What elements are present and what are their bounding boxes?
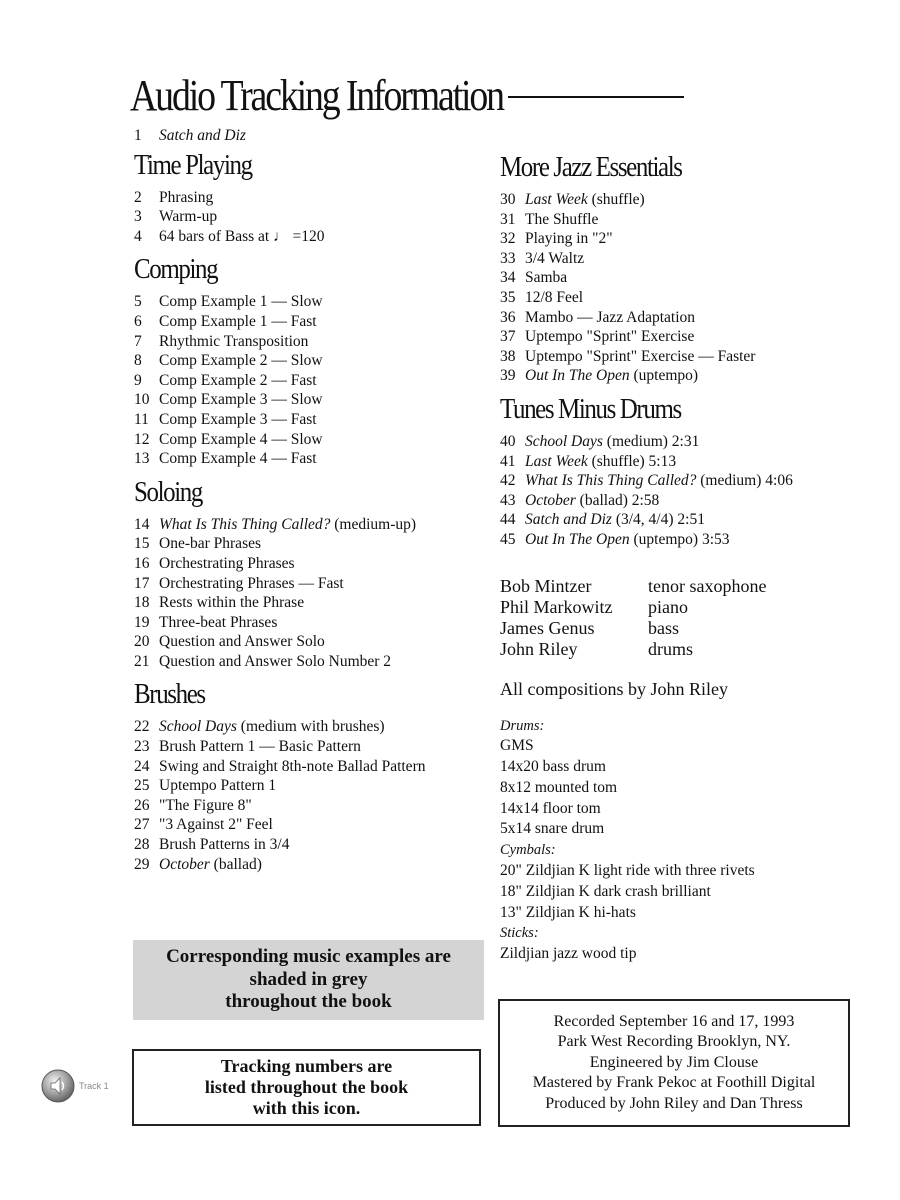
equipment-item: 13" Zildjian K hi-hats (500, 903, 636, 921)
track-title (525, 432, 699, 452)
track-title-main: School Days (159, 718, 237, 736)
page-title: Audio Tracking Information (130, 71, 503, 120)
track-title-main: Rests within the Phrase (159, 594, 305, 612)
track-item (134, 737, 494, 757)
drums-items (500, 736, 870, 840)
track-title-main: Last Week (525, 452, 588, 470)
track-title-extra: (medium) 2:31 (602, 432, 700, 450)
cymbals-label: Cymbals: (500, 842, 556, 859)
compositions-credit: All compositions by John Riley (500, 678, 729, 699)
track-title-extra: (medium with brushes) (236, 718, 385, 736)
track-title (525, 452, 676, 472)
track-title (159, 593, 304, 613)
track-item (134, 613, 494, 633)
track-number: 27 (134, 816, 150, 834)
track-number: 30 (500, 191, 516, 208)
track-item (134, 207, 494, 227)
section-title: Tunes Minus Drums (500, 392, 681, 425)
track-title-main: Comp Example 1 — Fast (159, 312, 317, 330)
intro-track (134, 126, 494, 146)
track-title (525, 249, 584, 269)
track-title (159, 776, 276, 796)
cymbals-items (500, 861, 870, 923)
track-title-extra: (ballad) 2:58 (575, 491, 660, 509)
track-item (134, 757, 494, 777)
track-title (159, 737, 361, 757)
personnel-row (500, 618, 870, 639)
musician-instrument: tenor saxophone (648, 575, 767, 596)
sticks-items (500, 944, 870, 965)
track-number: 3 (134, 208, 142, 226)
track-icon-label: Track 1 (79, 1081, 109, 1091)
track-title (159, 554, 295, 574)
track-title-main: Phrasing (159, 188, 214, 206)
track-number: 1 (134, 127, 142, 144)
track-title-main: Playing in "2" (525, 230, 613, 248)
track-item (134, 855, 494, 875)
track-number: 29 (134, 855, 150, 873)
track-number: 4 (134, 227, 142, 245)
track-title-main: Comp Example 2 — Slow (159, 352, 323, 370)
track-title-main: "The Figure 8" (159, 796, 252, 814)
track-title-extra: (medium) 4:06 (696, 472, 793, 490)
personnel-row (500, 597, 870, 618)
track-title-main: Uptempo Pattern 1 (159, 777, 277, 795)
track-item (134, 717, 494, 737)
equipment-item: 5x14 snare drum (500, 820, 605, 838)
track-item (134, 554, 494, 574)
track-title-main: Rhythmic Transposition (159, 332, 309, 350)
track-title-main: What Is This Thing Called? (159, 515, 331, 533)
track-number: 42 (500, 472, 516, 490)
track-title-main: Mambo — Jazz Adaptation (525, 308, 696, 326)
track-title-main: Brush Pattern 1 — Basic Pattern (159, 738, 361, 756)
track-title-main: Swing and Straight 8th-note Ballad Pattern (159, 757, 426, 775)
track-title (159, 652, 391, 672)
credit-line: Produced by John Riley and Dan Thress (545, 1094, 803, 1112)
track-number: 2 (134, 188, 142, 206)
track-title-main: Comp Example 4 — Fast (159, 450, 317, 468)
grey-note-line: throughout the book (225, 991, 392, 1013)
track-number: 19 (134, 613, 150, 631)
track-title (159, 371, 317, 391)
track-title-extra: (medium-up) (330, 515, 417, 533)
track-item (134, 449, 494, 469)
track-number: 24 (134, 757, 150, 775)
track-number: 43 (500, 491, 516, 509)
title-rule (508, 96, 684, 98)
track-number: 26 (134, 796, 150, 814)
track-item (500, 347, 870, 367)
track-title-main: October (159, 855, 210, 873)
track-title-main: Out In The Open (525, 367, 630, 385)
equipment-item: 20" Zildjian K light ride with three rivets (500, 862, 755, 880)
track-title (525, 308, 695, 328)
track-title-main: Brush Patterns in 3/4 (159, 836, 290, 854)
cd-speaker-icon (41, 1069, 75, 1103)
track-item (500, 432, 870, 452)
track-title (159, 390, 323, 410)
track-item (134, 371, 494, 391)
track-number: 16 (134, 554, 150, 572)
equipment-item: 14x20 bass drum (500, 758, 606, 776)
track-item (134, 652, 494, 672)
track-title (159, 188, 213, 208)
track-number: 33 (500, 249, 516, 267)
track-title (159, 430, 323, 450)
track-title (159, 410, 317, 430)
track-title-main: Question and Answer Solo (159, 633, 325, 651)
track-title (159, 227, 324, 247)
section-title: Time Playing (134, 148, 252, 181)
track-title (159, 796, 252, 816)
track-item (134, 312, 494, 332)
track-title-extra: (ballad) (209, 855, 262, 873)
track-item (500, 471, 870, 491)
track-item (134, 796, 494, 816)
track-number: 7 (134, 332, 142, 350)
musician-instrument: drums (648, 638, 693, 659)
track-title-main: Comp Example 2 — Fast (159, 371, 317, 389)
track-number: 36 (500, 308, 516, 326)
track-title-main: Comp Example 4 — Slow (159, 430, 323, 448)
equipment-item: 14x14 floor tom (500, 799, 601, 817)
track-item (134, 632, 494, 652)
title-row (130, 70, 564, 121)
track-title-main: 3/4 Waltz (525, 249, 585, 267)
track-title-main: "3 Against 2" Feel (159, 816, 273, 834)
track-number: 40 (500, 432, 516, 450)
track-title-main: Out In The Open (525, 530, 630, 548)
track-title-main: The Shuffle (525, 210, 599, 228)
track-item (500, 510, 870, 530)
track-item (134, 593, 494, 613)
track-item (500, 190, 870, 210)
track-number: 37 (500, 328, 516, 346)
musician-instrument: piano (648, 596, 688, 617)
track-item (134, 574, 494, 594)
section-title: Brushes (134, 678, 205, 711)
sticks-label: Sticks: (500, 925, 539, 942)
track-title-main: What Is This Thing Called? (525, 472, 697, 490)
track-title: Satch and Diz (159, 127, 246, 144)
track-title (159, 835, 289, 855)
track-title-main: Comp Example 3 — Fast (159, 410, 317, 428)
track-title (525, 510, 705, 530)
track-title-main: Last Week (525, 191, 588, 208)
track-title (159, 534, 261, 554)
track-number: 13 (134, 450, 150, 468)
track-title-main: October (525, 491, 576, 509)
track-title (159, 574, 344, 594)
track-item (500, 491, 870, 511)
track-title (159, 855, 262, 875)
track-number: 10 (134, 391, 150, 409)
track-title (159, 312, 317, 332)
track-title (159, 207, 217, 227)
track-number: 14 (134, 515, 150, 533)
track-title (525, 210, 598, 230)
track-number: 17 (134, 574, 150, 592)
track-title (159, 815, 273, 835)
track-title-main: Uptempo "Sprint" Exercise — Faster (525, 347, 756, 365)
section-title: More Jazz Essentials (500, 151, 682, 183)
track-item (500, 327, 870, 347)
track-title (159, 515, 416, 535)
track-title (525, 268, 567, 288)
equipment-item: 8x12 mounted tom (500, 778, 618, 796)
left-column (134, 126, 494, 874)
track-item (500, 210, 870, 230)
track-title-main: Warm-up (159, 208, 218, 226)
credit-line: Engineered by Jim Clouse (589, 1053, 759, 1071)
track-number: 9 (134, 371, 142, 389)
track-title-extra: (3/4, 4/4) 2:51 (611, 511, 705, 529)
track-item (134, 390, 494, 410)
tracking-note-box (132, 1049, 481, 1126)
drums-label: Drums: (500, 717, 545, 734)
track-item (134, 332, 494, 352)
track-title (159, 351, 323, 371)
credit-line: Park West Recording Brooklyn, NY. (557, 1033, 791, 1051)
track-item (134, 835, 494, 855)
grey-shading-note (133, 940, 484, 1020)
track-number: 12 (134, 430, 150, 448)
track-item (500, 308, 870, 328)
track-title-main: Question and Answer Solo Number 2 (159, 652, 392, 670)
track-item (134, 227, 494, 247)
track-title-main: Three-beat Phrases (159, 613, 278, 631)
track-title-main: Orchestrating Phrases — Fast (159, 574, 344, 592)
track-title-main: Samba (525, 269, 568, 287)
track-number: 28 (134, 836, 150, 854)
track-title-main: One-bar Phrases (159, 535, 262, 553)
track-number: 21 (134, 652, 150, 670)
track-number: 32 (500, 230, 516, 248)
track-title (525, 327, 694, 347)
track-number: 22 (134, 718, 150, 736)
track-item (134, 188, 494, 208)
equipment-list (500, 716, 870, 966)
track-number: 38 (500, 347, 516, 365)
track-title (159, 613, 277, 633)
track-title-main: Uptempo "Sprint" Exercise (525, 328, 695, 346)
personnel-row (500, 576, 870, 597)
left-sections (134, 146, 494, 875)
track-item (134, 351, 494, 371)
track-number: 20 (134, 633, 150, 651)
track-item (134, 776, 494, 796)
track-item (500, 452, 870, 472)
track-item (134, 430, 494, 450)
track-title (525, 288, 583, 308)
track-item (134, 292, 494, 312)
track-title-main: School Days (525, 432, 603, 450)
track-title-extra: (uptempo) (629, 367, 699, 385)
track-item (134, 815, 494, 835)
track-title (525, 471, 793, 491)
track-title-main: Comp Example 3 — Slow (159, 391, 323, 409)
track-title (525, 190, 645, 210)
track-title-main: Comp Example 1 — Slow (159, 293, 323, 311)
track-title-main: Orchestrating Phrases (159, 554, 295, 572)
track-item (500, 288, 870, 308)
track-title (525, 530, 730, 550)
track-title-extra: (uptempo) 3:53 (629, 530, 730, 548)
recording-credits-box (498, 999, 850, 1127)
track-title-main: 64 bars of Bass at ♩ =120 (159, 227, 325, 245)
track-title (525, 366, 698, 386)
track-number: 31 (500, 210, 516, 228)
track-number: 11 (134, 410, 149, 428)
track-title (525, 229, 613, 249)
track-item (500, 268, 870, 288)
track-item (500, 366, 870, 386)
track-item (134, 410, 494, 430)
track-title (159, 332, 308, 352)
track-number: 15 (134, 535, 150, 553)
track-item (500, 249, 870, 269)
track-number: 34 (500, 269, 516, 287)
track-number: 39 (500, 367, 516, 385)
track-item (134, 534, 494, 554)
musician-name: James Genus (500, 617, 595, 638)
track-item (500, 229, 870, 249)
track-number: 23 (134, 738, 150, 756)
grey-note-line: Corresponding music examples are (166, 946, 451, 968)
credit-line: Recorded September 16 and 17, 1993 (553, 1012, 795, 1030)
track-title (525, 491, 659, 511)
track-item (134, 515, 494, 535)
equipment-item: 18" Zildjian K dark crash brilliant (500, 882, 711, 900)
track-title (159, 449, 317, 469)
track-number: 35 (500, 288, 516, 306)
track-title (159, 632, 325, 652)
track-title-extra: (shuffle) 5:13 (587, 452, 677, 470)
track-number: 6 (134, 312, 142, 330)
track-title-extra: (shuffle) (587, 191, 645, 208)
section-title: Comping (134, 253, 218, 286)
right-column (500, 148, 870, 965)
musician-instrument: bass (648, 617, 679, 638)
musician-name: Bob Mintzer (500, 575, 592, 596)
equipment-item: Zildjian jazz wood tip (500, 945, 637, 963)
track-title (159, 717, 385, 737)
track-title (159, 292, 323, 312)
personnel-row (500, 639, 870, 660)
musician-name: Phil Markowitz (500, 596, 613, 617)
right-sections (500, 148, 870, 550)
track-number: 8 (134, 352, 142, 370)
tracking-note-line: listed throughout the book (204, 1077, 409, 1097)
tracking-note-line: Tracking numbers are (220, 1056, 393, 1076)
track-title-main: 12/8 Feel (525, 288, 584, 306)
track-number: 25 (134, 777, 150, 795)
track-title (159, 757, 425, 777)
personnel-list (500, 576, 870, 660)
track-number: 44 (500, 511, 516, 529)
track-number: 18 (134, 594, 150, 612)
track-number: 41 (500, 452, 516, 470)
credit-line: Mastered by Frank Pekoc at Foothill Digital (532, 1074, 816, 1092)
equipment-item: GMS (500, 737, 534, 755)
track-title (525, 347, 755, 367)
track-number: 45 (500, 530, 516, 548)
tracking-note-line: with this icon. (252, 1098, 361, 1118)
track-number: 5 (134, 293, 142, 311)
section-title: Soloing (134, 475, 202, 508)
track-title-main: Satch and Diz (525, 511, 612, 529)
musician-name: John Riley (500, 638, 578, 659)
grey-note-line: shaded in grey (249, 968, 368, 990)
track-item (500, 530, 870, 550)
